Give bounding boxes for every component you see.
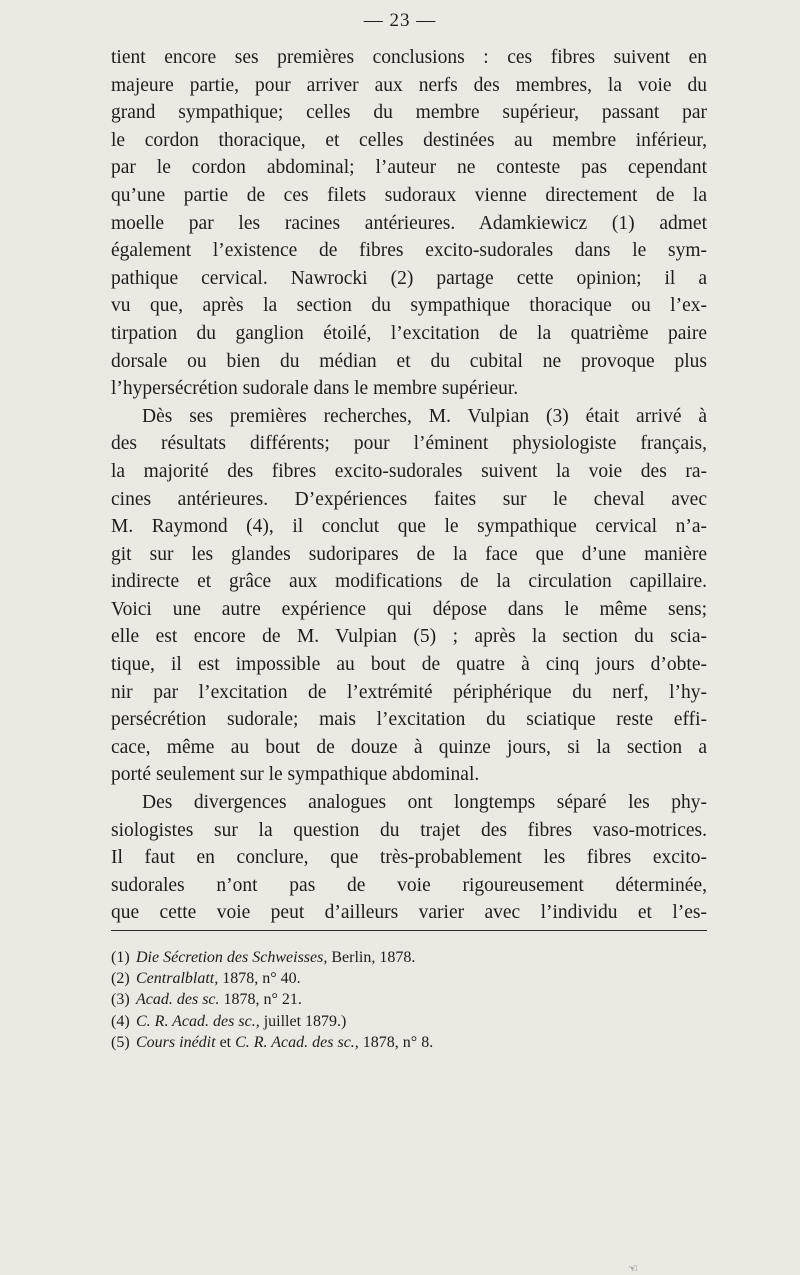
footnote-item [111,1032,707,1053]
footnote-number: (5) [111,1033,130,1051]
text-line: grand sympathique; celles du membre supérieur, passant par [111,102,707,124]
footnote-title: C. R. Acad. des sc., [235,1033,359,1051]
footnote-number: (1) [111,949,130,966]
text-line: qu’une partie de ces filets sudoraux vienne directement de la [111,184,707,206]
text-line: M. Raymond (4), il conclut que le sympathique cervical n’a- [111,516,707,538]
body-text [111,44,707,927]
page-number: — 23 — [363,10,437,31]
footnote-text: 1878, n° 8. [358,1033,434,1051]
footnote-title: C. R. Acad. des sc., [136,1012,260,1030]
footnote-item [111,989,707,1010]
text-line: la majorité des fibres excito-sudorales suivent la voie des ra- [111,460,707,482]
footnote-item [111,947,707,968]
text-line: cines antérieures. D’expériences faites sur le cheval avec [111,488,707,510]
text-line: indirecte et grâce aux modifications de la circulation capillaire. [111,571,707,593]
text-line: nir par l’excitation de l’extrémité périphérique du nerf, l’hy- [111,681,707,703]
text-line: cace, même au bout de douze à quinze jours, si la section a [111,736,707,758]
text-line: également l’existence de fibres excito-sudorales dans le sym- [111,240,707,262]
footnote-divider [111,930,707,931]
text-line: tique, il est impossible au bout de quatre à cinq jours d’obte- [111,654,707,676]
footnote-title: Cours inédit [136,1033,216,1051]
text-line: Des divergences analogues ont longtemps séparé les phy- [142,792,707,814]
footnote-number: (2) [111,970,130,988]
footnote-text: et [215,1033,236,1051]
text-line: Il faut en conclure, que très-probablement les fibres excito- [111,847,707,869]
footnotes [111,947,707,1053]
footnote-item [111,968,707,989]
text-line: des résultats différents; pour l’éminent physiologiste français, [111,433,707,455]
text-line: moelle par les racines antérieures. Adamkiewicz (1) admet [111,212,707,234]
text-line: que cette voie peut d’ailleurs varier avec l’individu et l’es- [111,902,707,924]
footnote-item [111,1011,707,1032]
text-line: par le cordon abdominal; l’auteur ne conteste pas cependant [111,157,707,179]
footnote-text: 1878, n° 21. [219,991,302,1009]
footnote-number: (4) [111,1012,130,1030]
footnote-number: (3) [111,991,130,1009]
text-line: persécrétion sudorale; mais l’excitation du sciatique reste effi- [111,709,707,731]
text-line: tient encore ses premières conclusions : ces fibres suivent en [111,47,707,68]
text-line: dorsale ou bien du médian et du cubital ne provoque plus [111,350,707,372]
text-line: git sur les glandes sudoripares de la face que d’une manière [111,543,707,565]
ink-speck-mark: ☜ [628,1263,638,1275]
text-line: pathique cervical. Nawrocki (2) partage cette opinion; il a [111,267,707,289]
text-line: le cordon thoracique, et celles destinées au membre inférieur, [111,129,707,151]
footnote-text: Berlin, 1878. [327,949,416,966]
footnote-title: Centralblatt, [136,970,219,988]
footnote-text: juillet 1879.) [259,1012,347,1030]
text-line: vu que, après la section du sympathique thoracique ou l’ex- [111,295,707,317]
footnote-title: Acad. des sc. [136,991,220,1009]
text-line: porté seulement sur le sympathique abdominal. [111,764,480,786]
footnote-text: 1878, n° 40. [218,970,301,988]
text-line: l’hypersécrétion sudorale dans le membre supérieur. [111,378,519,400]
text-line: majeure partie, pour arriver aux nerfs des membres, la voie du [111,74,707,96]
text-line: tirpation du ganglion étoilé, l’excitation de la quatrième paire [111,322,707,344]
footnote-title: Die Sécretion des Schweisses, [136,949,328,966]
text-line: elle est encore de M. Vulpian (5) ; après la section du scia- [111,626,707,648]
text-line: sudorales n’ont pas de voie rigoureusement déterminée, [111,874,707,896]
text-line: siologistes sur la question du trajet des fibres vaso-motrices. [111,819,707,841]
text-line: Dès ses premières recherches, M. Vulpian (3) était arrivé à [142,405,707,427]
text-line: Voici une autre expérience qui dépose dans le même sens; [111,598,707,620]
